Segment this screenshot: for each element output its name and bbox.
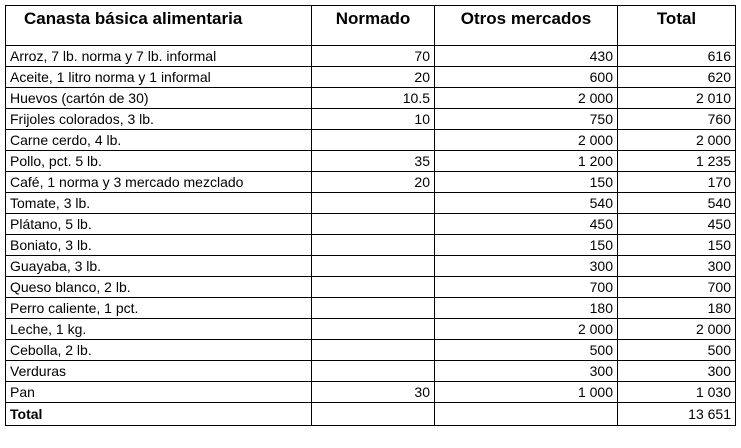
cell-otros-mercados: 150 (435, 172, 618, 193)
table-footer (6, 403, 736, 426)
table-row (6, 382, 736, 403)
cell-item: Frijoles colorados, 3 lb. (6, 109, 312, 130)
cell-normado (312, 319, 435, 340)
cell-item: Tomate, 3 lb. (6, 193, 312, 214)
cell-total: 1 030 (618, 382, 736, 403)
table-row (6, 67, 736, 88)
total-normado (312, 403, 435, 426)
cell-otros-mercados: 300 (435, 256, 618, 277)
cell-total: 2 000 (618, 130, 736, 151)
table-row (6, 277, 736, 298)
cell-otros-mercados: 2 000 (435, 130, 618, 151)
cell-item: Guayaba, 3 lb. (6, 256, 312, 277)
cell-otros-mercados: 300 (435, 361, 618, 382)
table-header (6, 6, 736, 46)
total-otros-mercados (435, 403, 618, 426)
cell-total: 700 (618, 277, 736, 298)
cell-item: Café, 1 norma y 3 mercado mezclado (6, 172, 312, 193)
table-row (6, 88, 736, 109)
cell-normado: 10.5 (312, 88, 435, 109)
cell-item: Boniato, 3 lb. (6, 235, 312, 256)
table-row (6, 151, 736, 172)
cell-total: 540 (618, 193, 736, 214)
cell-otros-mercados: 2 000 (435, 319, 618, 340)
cell-total: 150 (618, 235, 736, 256)
cell-item: Pan (6, 382, 312, 403)
cell-item: Cebolla, 2 lb. (6, 340, 312, 361)
header-total: Total (618, 6, 736, 46)
cell-total: 1 235 (618, 151, 736, 172)
table-row (6, 46, 736, 67)
cell-total: 760 (618, 109, 736, 130)
cell-item: Verduras (6, 361, 312, 382)
cell-item: Huevos (cartón de 30) (6, 88, 312, 109)
cell-normado (312, 340, 435, 361)
table-row (6, 109, 736, 130)
header-normado: Normado (312, 6, 435, 46)
cell-total: 300 (618, 256, 736, 277)
cell-otros-mercados: 750 (435, 109, 618, 130)
cell-normado: 70 (312, 46, 435, 67)
cell-normado (312, 130, 435, 151)
cell-item: Pollo, pct. 5 lb. (6, 151, 312, 172)
cell-total: 620 (618, 67, 736, 88)
table-row (6, 361, 736, 382)
total-row (6, 403, 736, 426)
header-otros-mercados: Otros mercados (435, 6, 618, 46)
header-row (6, 6, 736, 46)
document-body (5, 5, 735, 426)
cell-otros-mercados: 1 200 (435, 151, 618, 172)
cell-otros-mercados: 430 (435, 46, 618, 67)
table-row (6, 235, 736, 256)
cell-otros-mercados: 150 (435, 235, 618, 256)
total-label: Total (6, 403, 312, 426)
cell-item: Plátano, 5 lb. (6, 214, 312, 235)
cell-otros-mercados: 500 (435, 340, 618, 361)
cell-normado (312, 298, 435, 319)
cell-otros-mercados: 450 (435, 214, 618, 235)
table-row (6, 340, 736, 361)
table-row (6, 172, 736, 193)
cell-normado: 20 (312, 67, 435, 88)
food-basket-table (5, 5, 736, 426)
table-row (6, 319, 736, 340)
cell-total: 170 (618, 172, 736, 193)
cell-normado (312, 277, 435, 298)
cell-otros-mercados: 600 (435, 67, 618, 88)
cell-normado (312, 361, 435, 382)
table-row (6, 298, 736, 319)
cell-total: 616 (618, 46, 736, 67)
cell-normado: 10 (312, 109, 435, 130)
table-row (6, 193, 736, 214)
cell-normado (312, 256, 435, 277)
cell-total: 450 (618, 214, 736, 235)
table-row (6, 256, 736, 277)
cell-otros-mercados: 2 000 (435, 88, 618, 109)
table-body (6, 46, 736, 403)
cell-total: 300 (618, 361, 736, 382)
cell-normado: 30 (312, 382, 435, 403)
cell-otros-mercados: 1 000 (435, 382, 618, 403)
header-item: Canasta básica alimentaria (6, 6, 312, 46)
cell-item: Aceite, 1 litro norma y 1 informal (6, 67, 312, 88)
cell-otros-mercados: 540 (435, 193, 618, 214)
cell-normado (312, 235, 435, 256)
cell-otros-mercados: 180 (435, 298, 618, 319)
total-value: 13 651 (618, 403, 736, 426)
cell-item: Carne cerdo, 4 lb. (6, 130, 312, 151)
table-row (6, 130, 736, 151)
cell-item: Queso blanco, 2 lb. (6, 277, 312, 298)
cell-normado (312, 214, 435, 235)
cell-normado: 35 (312, 151, 435, 172)
cell-total: 180 (618, 298, 736, 319)
cell-otros-mercados: 700 (435, 277, 618, 298)
cell-item: Arroz, 7 lb. norma y 7 lb. informal (6, 46, 312, 67)
cell-total: 2 010 (618, 88, 736, 109)
cell-item: Leche, 1 kg. (6, 319, 312, 340)
cell-item: Perro caliente, 1 pct. (6, 298, 312, 319)
cell-normado: 20 (312, 172, 435, 193)
cell-normado (312, 193, 435, 214)
table-row (6, 214, 736, 235)
cell-total: 2 000 (618, 319, 736, 340)
cell-total: 500 (618, 340, 736, 361)
